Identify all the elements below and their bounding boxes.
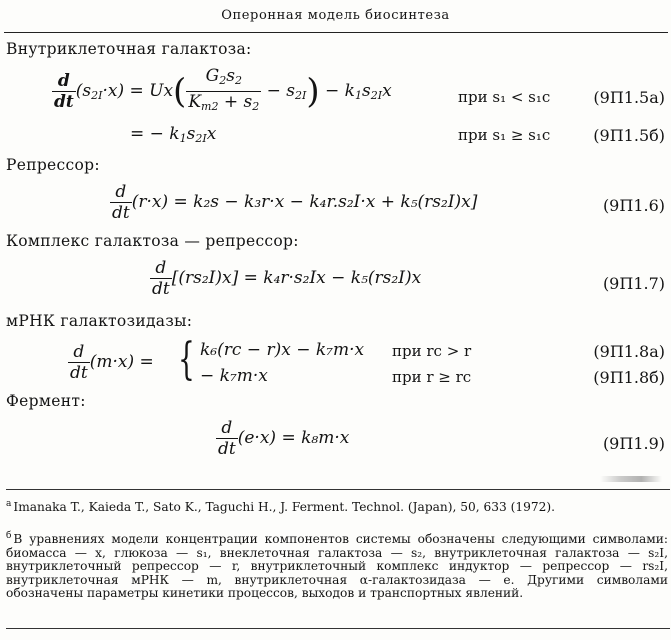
section-complex: Комплекс галактоза — репрессор: bbox=[6, 232, 299, 250]
equation-9p1-5b: = − $k_1s_{2I}x$ bbox=[130, 124, 217, 145]
equation-number-9p1-5b: (9П1.5б) bbox=[593, 126, 665, 145]
equation-number-9p1-8a: (9П1.8а) bbox=[593, 342, 665, 361]
condition-9p1-8a: при rc > r bbox=[392, 342, 472, 360]
equation-9p1-5a: $\frac{d}{dt}$ $(s_{2I}\cdot x) = Ux$( $\frac{G_2s_2}{K_{m2} + s_2}$ − $s_{2I}) - k_1s_{2I}x$ bbox=[54, 66, 392, 113]
condition-9p1-5a: при s₁ < s₁c bbox=[458, 88, 551, 106]
running-header: Оперонная модель биосинтеза bbox=[221, 8, 450, 23]
equation-9p1-9: $\frac{d}{dt}$ (e·x) = k₈m·x bbox=[218, 418, 350, 459]
section-repressor: Репрессор: bbox=[6, 156, 100, 174]
footnote-a: $^а$ Imanaka T., Kaieda T., Sato K., Taguchi H., J. Ferment. Technol. (Japan), 50, 633 (1972). bbox=[6, 499, 556, 514]
condition-9p1-5b: при s₁ ≥ s₁c bbox=[458, 126, 551, 144]
equation-number-9p1-8b: (9П1.8б) bbox=[593, 368, 665, 387]
equation-9p1-8b: − k₇m·x bbox=[200, 366, 268, 386]
section-enzyme: Фермент: bbox=[6, 392, 86, 410]
equation-number-9p1-5a: (9П1.5а) bbox=[593, 88, 665, 107]
equation-number-9p1-9: (9П1.9) bbox=[602, 434, 665, 453]
scan-smudge bbox=[600, 476, 662, 482]
left-brace: { bbox=[178, 334, 195, 385]
footnote-b: $^б$ В уравнениях модели концентрации компонентов системы обозначены следующими символами: биомасса — x, глюкоза — s₁, внеклеточная галактоза — s₂, внутриклеточная галактоза — s₂I, внутриклеточный репрессор — r, внутриклеточный комплекс индуктор — репрессор — rs₂I, внутриклеточная мРНК — m, внутриклеточная α-галактозидаза — e. Другими символами обозначены параметры кинетики процессов, выходов и транспортных явлений. bbox=[6, 531, 668, 600]
equation-9p1-8-lhs: $\frac{d}{dt}$ (m·x) = bbox=[70, 342, 154, 383]
equation-9p1-8a: k₆(rc − r)x − k₇m·x bbox=[200, 340, 365, 360]
condition-9p1-8b: при r ≥ rc bbox=[392, 368, 472, 386]
footnote-rule bbox=[6, 489, 670, 490]
equation-number-9p1-7: (9П1.7) bbox=[602, 274, 665, 293]
equation-9p1-6: $\frac{d}{dt}$ (r·x) = k₂s − k₃r·x − k₄r.s₂I·x + k₅(rs₂I)x] bbox=[112, 182, 478, 223]
equation-number-9p1-6: (9П1.6) bbox=[602, 196, 665, 215]
bottom-rule bbox=[6, 628, 670, 629]
section-galactose: Внутриклеточная галактоза: bbox=[6, 40, 252, 58]
section-mrna: мРНК галактозидазы: bbox=[6, 312, 193, 330]
header-rule bbox=[4, 32, 668, 33]
equation-9p1-7: $\frac{d}{dt}$ [(rs₂I)x] = k₄r·s₂Ix − k₅(rs₂I)x bbox=[152, 258, 422, 299]
